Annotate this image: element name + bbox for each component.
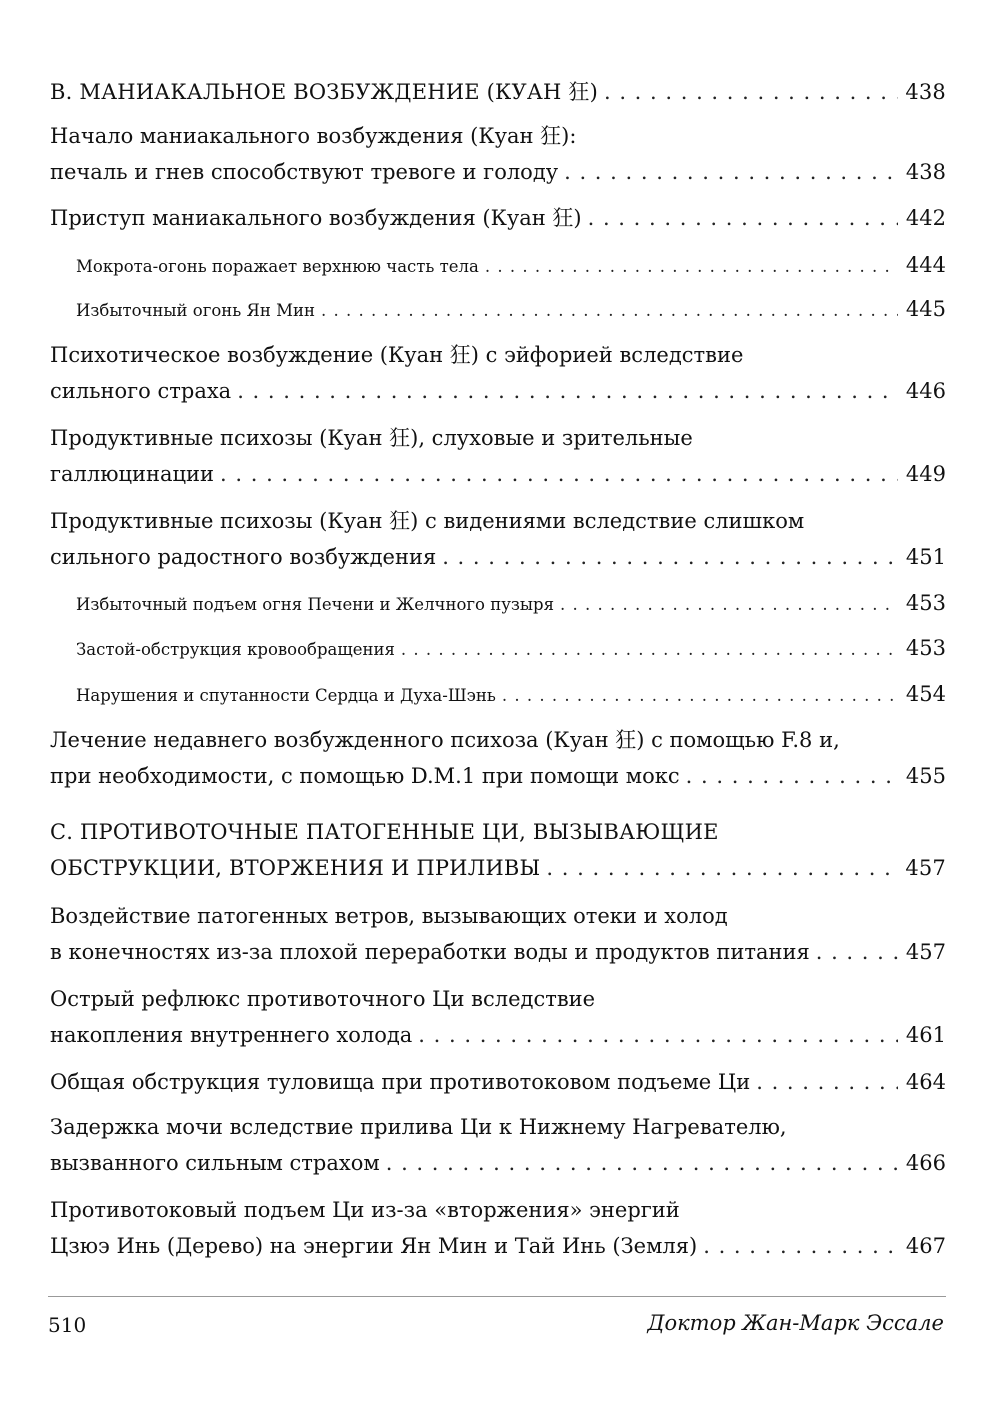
toc-entry-page-number: 442 (905, 206, 946, 230)
toc-entry (76, 250, 946, 282)
toc-entry-title-line: Мокрота-огонь поражает верхнюю часть тела (76, 257, 479, 276)
dot-leader (604, 74, 898, 110)
toc-entry (50, 1109, 946, 1181)
toc-entry (50, 420, 946, 492)
dot-leader (401, 635, 898, 665)
toc-entry-title-line: Противотоковый подъем Ци из-за «вторжения» энергий (50, 1198, 680, 1222)
toc-entry-title-line: галлюцинации (50, 462, 215, 486)
toc-entry-title-line: Застой-обструкция кровообращения (76, 640, 395, 659)
toc-entry-title-line: при необходимости, с помощью D.M.1 при помощи мокс (50, 764, 680, 788)
dot-leader (502, 681, 898, 711)
toc-entry-page-number: 467 (905, 1234, 946, 1258)
dot-leader (560, 590, 898, 620)
toc-entry-page-number: 446 (905, 379, 946, 403)
toc-entry-page-number: 438 (905, 160, 946, 184)
toc-entry-title-line: Острый рефлюкс противоточного Ци вследствие (50, 987, 596, 1011)
dot-leader (386, 1145, 898, 1181)
toc-entry-title-line: Лечение недавнего возбужденного психоза (Куан 狂) с помощью F.8 и, (50, 728, 840, 752)
toc-entry-title-line: Продуктивные психозы (Куан 狂) с видениями вследствие слишком (50, 509, 805, 533)
toc-entry (76, 588, 946, 620)
toc-entry-page-number: 461 (905, 1023, 946, 1047)
toc-entry-page-number: 464 (905, 1070, 946, 1094)
toc-entry-page-number: 455 (905, 764, 946, 788)
toc-entry-page-number: 457 (905, 940, 946, 964)
toc-entry-title-line: ОБСТРУКЦИИ, ВТОРЖЕНИЯ И ПРИЛИВЫ (50, 856, 541, 880)
toc-entry-page-number: 445 (905, 297, 946, 321)
toc-entry-title-line: накопления внутреннего холода (50, 1023, 413, 1047)
toc-entry (50, 722, 946, 794)
toc-entry-title-line: Задержка мочи вследствие прилива Ци к Нижнему Нагревателю, (50, 1115, 787, 1139)
dot-leader (588, 200, 898, 236)
toc-entry-title-line: Приступ маниакального возбуждения (Куан 狂) (50, 206, 582, 230)
toc-entry-page-number: 454 (905, 682, 946, 706)
toc-entry-page-number: 466 (905, 1151, 946, 1175)
dot-leader (442, 539, 898, 575)
footer-rule (48, 1296, 946, 1297)
toc-entry (50, 1192, 946, 1264)
dot-leader (686, 758, 898, 794)
toc-entry-title-line: Избыточный огонь Ян Мин (76, 301, 315, 320)
toc-entry (76, 679, 946, 711)
toc-entry (50, 337, 946, 409)
toc-entry (50, 200, 946, 236)
dot-leader (237, 373, 898, 409)
toc-entry-title-line: печаль и гнев способствуют тревоге и голоду (50, 160, 559, 184)
toc-entry-page-number: 438 (905, 80, 946, 104)
dot-leader (546, 850, 898, 886)
toc-entry (50, 814, 946, 886)
footer-author: Доктор Жан-Марк Эссале (647, 1311, 944, 1335)
toc-entry (50, 118, 946, 190)
toc-entry-title-line: Цзюэ Инь (Дерево) на энергии Ян Мин и Тай Инь (Земля) (50, 1234, 698, 1258)
toc-entry-title-line: Психотическое возбуждение (Куан 狂) с эйфорией вследствие (50, 343, 744, 367)
toc-entry-title-line: сильного радостного возбуждения (50, 545, 437, 569)
toc-entry-page-number: 457 (905, 856, 946, 880)
toc-entry-title-line: Нарушения и спутанности Сердца и Духа-Шэнь (76, 686, 496, 705)
toc-entry-title-line: Воздействие патогенных ветров, вызывающих отеки и холод (50, 904, 728, 928)
toc-entry (50, 981, 946, 1053)
toc-entry (50, 898, 946, 970)
toc-entry-page-number: 451 (905, 545, 946, 569)
toc-entry (50, 1064, 946, 1100)
dot-leader (564, 154, 898, 190)
toc-entry (76, 294, 946, 326)
toc-entry-title-line: сильного страха (50, 379, 232, 403)
toc-entry-page-number: 453 (905, 591, 946, 615)
toc-entry-title-line: Продуктивные психозы (Куан 狂), слуховые и зрительные (50, 426, 693, 450)
toc-entry-page-number: 444 (905, 253, 946, 277)
toc-entry-title-line: С. ПРОТИВОТОЧНЫЕ ПАТОГЕННЫЕ ЦИ, ВЫЗЫВАЮЩИЕ (50, 820, 719, 844)
dot-leader (485, 252, 898, 282)
toc-entry-title-line: Начало маниакального возбуждения (Куан 狂): (50, 124, 577, 148)
dot-leader (756, 1064, 898, 1100)
toc-entry-title-line: Общая обструкция туловища при противотоковом подъеме Ци (50, 1070, 751, 1094)
toc-entry (50, 503, 946, 575)
dot-leader (816, 934, 898, 970)
toc-entry-title-line: Избыточный подъем огня Печени и Желчного пузыря (76, 595, 555, 614)
toc-entry (76, 633, 946, 665)
toc-entry-title-line: в конечностях из-за плохой переработки воды и продуктов питания (50, 940, 810, 964)
footer-page-number: 510 (48, 1313, 87, 1337)
toc-entry-page-number: 453 (905, 636, 946, 660)
toc-entry (50, 74, 946, 110)
dot-leader (220, 456, 898, 492)
toc-entry-title-line: B. МАНИАКАЛЬНОЕ ВОЗБУЖДЕНИЕ (КУАН 狂) (50, 80, 598, 104)
toc-entry-page-number: 449 (905, 462, 946, 486)
dot-leader (703, 1228, 898, 1264)
dot-leader (321, 296, 898, 326)
toc-entry-title-line: вызванного сильным страхом (50, 1151, 380, 1175)
dot-leader (418, 1017, 898, 1053)
